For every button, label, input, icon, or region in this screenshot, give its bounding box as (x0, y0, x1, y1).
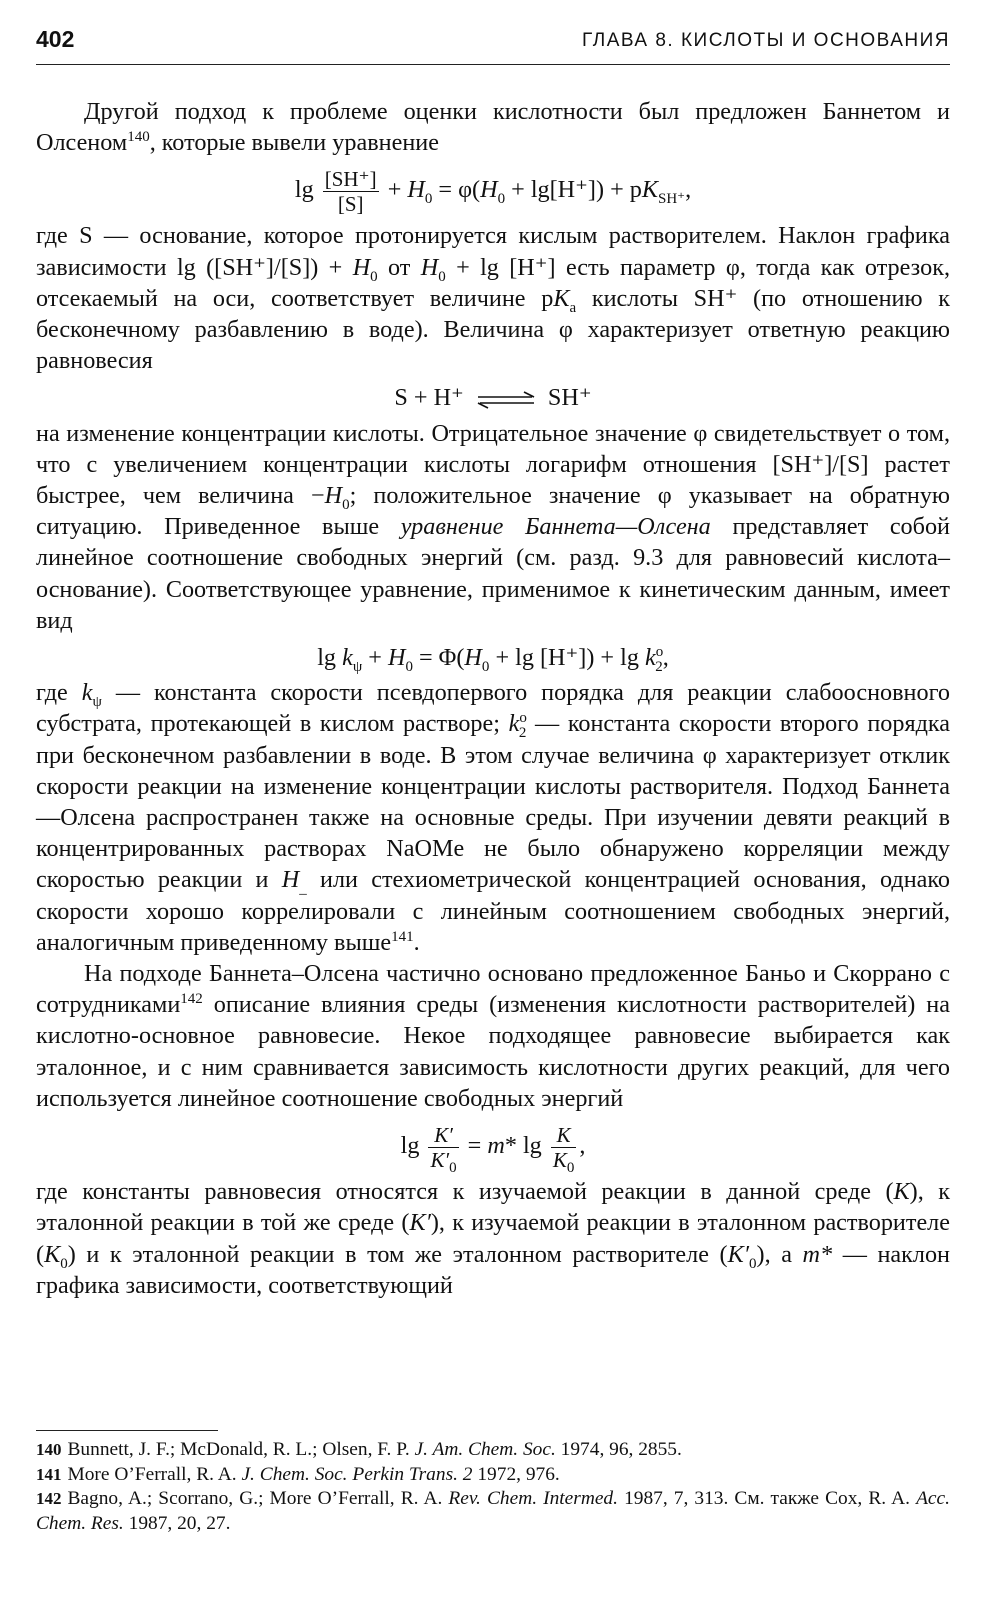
main-text (36, 96, 950, 1301)
footnotes (36, 1438, 950, 1536)
paragraph-5: На подходе Баннета–Олсена частично основано предложенное Баньо и Скоррано с сотрудниками$^{142}$ описание влияния среды (изменения кислотности растворителей) на кислотно-основное равновесие. Некое подходящее равновесие выбирается как эталонное, и с ним сравнивается зависимость кислотности других реакций, для чего используется линейное соотношение свободных энергий (36, 960, 950, 1112)
footnote-ref-142[interactable]: 142 (180, 991, 203, 1008)
chapter-title: ГЛАВА 8. КИСЛОТЫ И ОСНОВАНИЯ (582, 30, 950, 51)
equation-bunnett-olsen: lg $\frac{[SH^+]}{[S]}$ + $H_0 = \varphi(H_0 + \lg[H^+]) + pK_{SH^+}$, (294, 167, 692, 217)
equation-kinetic: $\lg k_\psi + H_0 = \Phi(H_0 + \lg [H^+]) + \lg k^o_2$, (317, 643, 669, 675)
fraction-k-prime: $\frac{K'}{K'_0}$ (430, 1123, 457, 1177)
page-number: 402 (36, 26, 75, 52)
footnote-divider (36, 1430, 218, 1431)
footnote-ref-140[interactable]: 140 (127, 129, 150, 146)
term-bunnett-olsen-equation: уравнение Баннета—Олсена (400, 513, 711, 541)
paragraph-1: Другой подход к проблеме оценки кислотности был предложен Баннетом и Олсеном$^{140}$, которые вывели уравнение (36, 98, 950, 157)
footnote-ref-141[interactable]: 141 (391, 928, 414, 945)
equation-medium-effect: lg $\frac{K'}{K'_0}$ = m* lg $\frac{K}{K_0}$ , (400, 1123, 586, 1177)
paragraph-2: где S — основание, которое протонируется кислым растворителем. Наклон графика зависимости $\lg ([SH^+]/[S]) + H_0$ от $H_0 + \lg [H^+]$ есть параметр φ, тогда как отрезок, отсекаемый на оси, соответствует величине $pK_a$ кислоты SH⁺ (по отношению к бесконечному разбавлению в воде). Величина φ характеризует ответную реакцию равновесия (36, 222, 951, 375)
footnote-140: 140 Bunnett, J. F.; McDonald, R. L.; Olsen, F. P. J. Am. Chem. Soc. 1974, 96, 2855. (36, 1439, 682, 1460)
fraction-sh-s: $\frac{[SH^+]}{[S]}$ (324, 167, 377, 217)
paragraph-4: где $k_\psi$ — константа скорости псевдопервого порядка для реакции слабоосновного субстрата, протекающей в кислом растворе; $k^o_2$ — константа скорости второго порядка при бесконечном разбавлении в воде. В этом случае величина φ характеризует отклик скорости реакции на изменение концентрации кислоты растворителя. Подход Баннета—Олсена распространен также на основные среды. При изучении девяти реакций в концентрированных растворах NaOMe не было обнаружено корреляции между скоростью реакции и $H_{\_}$ или стехиометрической концентрацией основания, однако скорости хорошо коррелировали с линейным соотношением свободных энергий, аналогичным приведенному выше$^{141}$. (36, 679, 950, 956)
running-header (36, 22, 950, 65)
paragraph-6: где константы равновесия относятся к изучаемой реакции в данной среде (K), к эталонной реакции в той же среде (K′), к изучаемой реакции в эталонном растворителе $(K_0)$ и к эталонной реакции в том же эталонном растворителе $(K'_0)$, а m* — наклон графика зависимости, соответствующий (36, 1178, 950, 1299)
equilibrium-arrows-icon (474, 390, 538, 410)
equation-protonation-equilibrium: S + H⁺ SH⁺ (394, 384, 592, 412)
footnote-141: 141 More O’Ferrall, R. A. J. Chem. Soc. Perkin Trans. 2 1972, 976. (36, 1463, 560, 1485)
paragraph-3: на изменение концентрации кислоты. Отрицательное значение φ свидетельствует о том, что с увеличением концентрации кислоты логарифм отношения [SH⁺]/[S] растет быстрее, чем величина $-H_0$; положительное значение φ указывает на обратную ситуацию. Приведенное выше уравнение Баннета—Олсена представляет собой линейное соотношение свободных энергий (см. разд. 9.3 для равновесий кислота–основание). Соответствующее уравнение, применимое к кинетическим данным, имеет вид (36, 419, 950, 634)
fraction-k: $\frac{K}{K_0}$ (552, 1123, 575, 1177)
footnote-142: 142 Bagno, A.; Scorrano, G.; More O’Ferrall, R. A. Rev. Chem. Intermed. 1987, 7, 313. См. также Cox, R. A. Acc. Chem. Res. 1987, 20, 27. (36, 1488, 950, 1534)
